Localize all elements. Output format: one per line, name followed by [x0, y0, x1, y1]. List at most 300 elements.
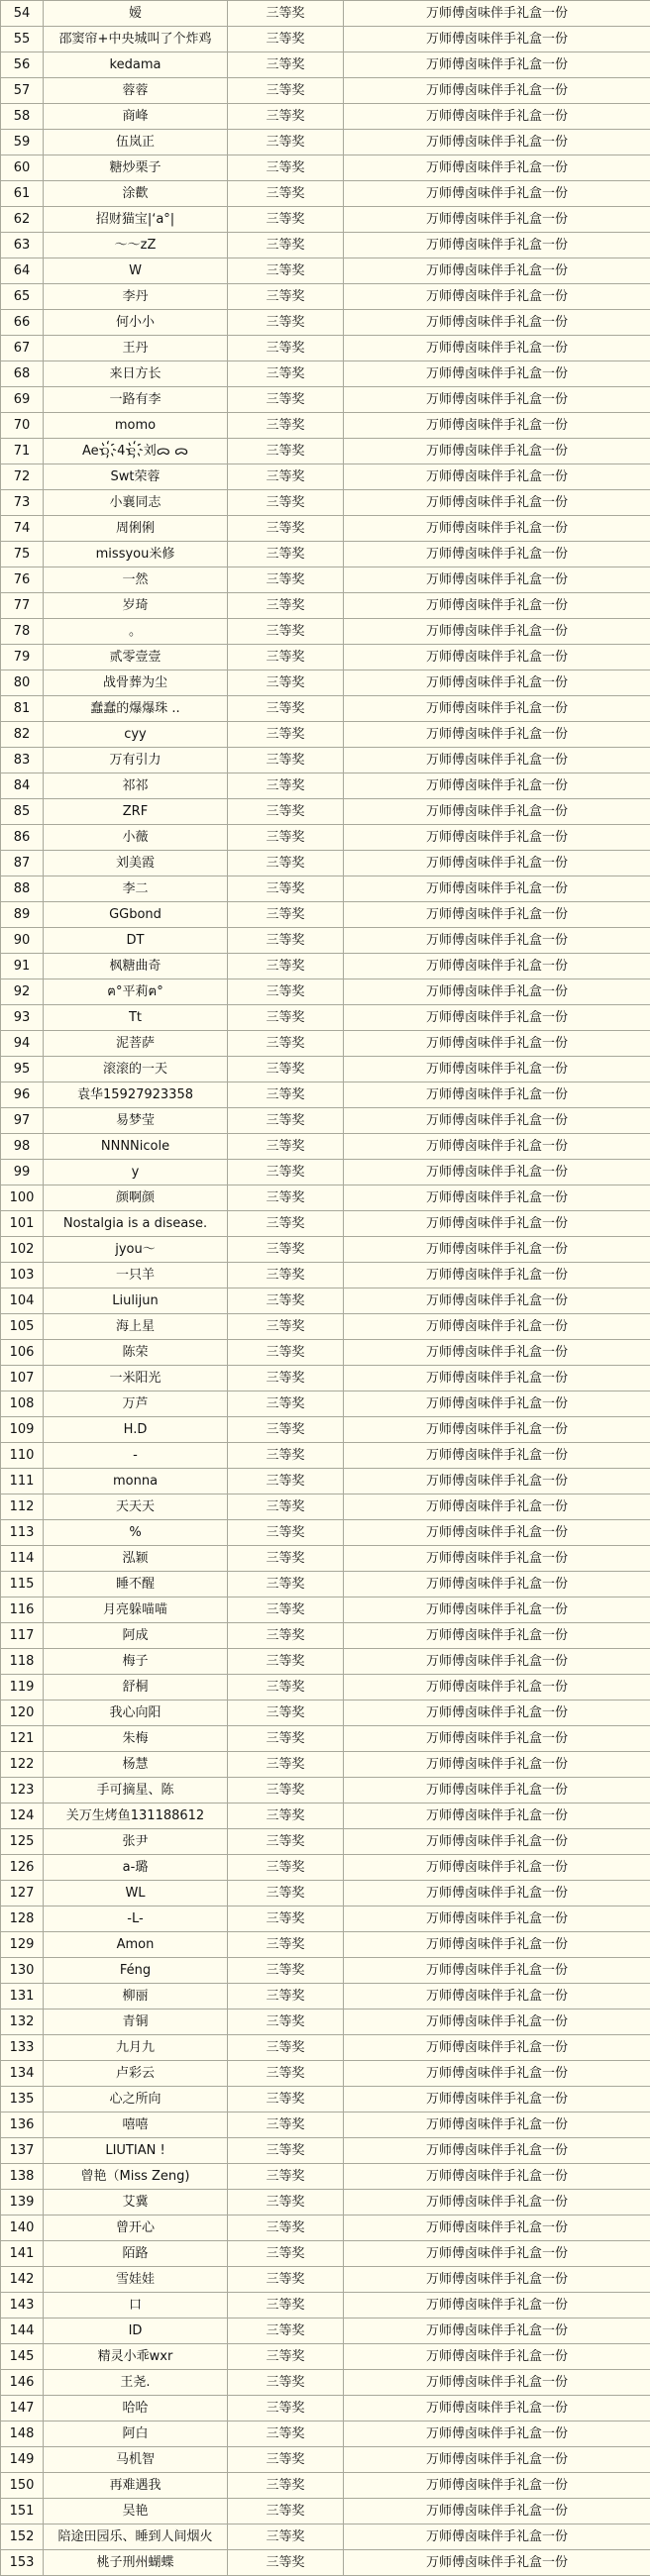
winner-name-cell[interactable]: monna — [44, 1469, 228, 1494]
winner-name-cell[interactable]: 柳丽 — [44, 1984, 228, 2009]
winner-name-cell[interactable]: 精灵小乖wxr — [44, 2344, 228, 2370]
winner-name-cell[interactable]: WL — [44, 1881, 228, 1906]
prize-gift-cell[interactable]: 万师傅卤味伴手礼盒一份 — [344, 1005, 650, 1031]
prize-gift-cell[interactable]: 万师傅卤味伴手礼盒一份 — [344, 78, 650, 104]
winner-name-cell[interactable]: 马机智 — [44, 2447, 228, 2473]
prize-level-cell[interactable]: 三等奖 — [228, 78, 344, 104]
prize-gift-cell[interactable]: 万师傅卤味伴手礼盒一份 — [344, 1391, 650, 1417]
prize-gift-cell[interactable]: 万师傅卤味伴手礼盒一份 — [344, 1778, 650, 1803]
row-number-cell[interactable]: 71 — [1, 439, 44, 464]
winner-name-cell[interactable]: 艾冀 — [44, 2190, 228, 2215]
row-number-cell[interactable]: 124 — [1, 1803, 44, 1829]
winner-name-cell[interactable]: 朱梅 — [44, 1726, 228, 1752]
row-number-cell[interactable]: 55 — [1, 27, 44, 52]
row-number-cell[interactable]: 114 — [1, 1546, 44, 1572]
prize-level-cell[interactable]: 三等奖 — [228, 1108, 344, 1134]
row-number-cell[interactable]: 150 — [1, 2473, 44, 2499]
prize-level-cell[interactable]: 三等奖 — [228, 876, 344, 902]
prize-level-cell[interactable]: 三等奖 — [228, 2447, 344, 2473]
row-number-cell[interactable]: 130 — [1, 1958, 44, 1984]
prize-level-cell[interactable]: 三等奖 — [228, 104, 344, 130]
prize-level-cell[interactable]: 三等奖 — [228, 1237, 344, 1263]
prize-level-cell[interactable]: 三等奖 — [228, 696, 344, 722]
row-number-cell[interactable]: 57 — [1, 78, 44, 104]
prize-gift-cell[interactable]: 万师傅卤味伴手礼盒一份 — [344, 1675, 650, 1700]
winner-name-cell[interactable]: 一路有李 — [44, 387, 228, 413]
prize-level-cell[interactable]: 三等奖 — [228, 2318, 344, 2344]
row-number-cell[interactable]: 60 — [1, 155, 44, 181]
row-number-cell[interactable]: 134 — [1, 2061, 44, 2087]
winner-name-cell[interactable]: ZRF — [44, 799, 228, 825]
winner-name-cell[interactable]: momo — [44, 413, 228, 439]
row-number-cell[interactable]: 126 — [1, 1855, 44, 1881]
prize-level-cell[interactable]: 三等奖 — [228, 1185, 344, 1211]
row-number-cell[interactable]: 133 — [1, 2035, 44, 2061]
row-number-cell[interactable]: 99 — [1, 1160, 44, 1185]
prize-gift-cell[interactable]: 万师傅卤味伴手礼盒一份 — [344, 2009, 650, 2035]
prize-gift-cell[interactable]: 万师傅卤味伴手礼盒一份 — [344, 1494, 650, 1520]
winner-name-cell[interactable]: 。 — [44, 619, 228, 645]
prize-gift-cell[interactable]: 万师傅卤味伴手礼盒一份 — [344, 1700, 650, 1726]
prize-level-cell[interactable]: 三等奖 — [228, 2061, 344, 2087]
prize-gift-cell[interactable]: 万师傅卤味伴手礼盒一份 — [344, 1752, 650, 1778]
winner-name-cell[interactable]: 雪娃娃 — [44, 2267, 228, 2293]
prize-level-cell[interactable]: 三等奖 — [228, 2473, 344, 2499]
winner-name-cell[interactable]: 糖炒栗子 — [44, 155, 228, 181]
winner-name-cell[interactable]: y — [44, 1160, 228, 1185]
row-number-cell[interactable]: 119 — [1, 1675, 44, 1700]
prize-level-cell[interactable]: 三等奖 — [228, 670, 344, 696]
row-number-cell[interactable]: 131 — [1, 1984, 44, 2009]
winner-name-cell[interactable]: 王尧. — [44, 2370, 228, 2396]
winner-name-cell[interactable]: 一然 — [44, 567, 228, 593]
winner-name-cell[interactable]: Swt荣蓉 — [44, 464, 228, 490]
prize-gift-cell[interactable]: 万师傅卤味伴手礼盒一份 — [344, 773, 650, 799]
winner-name-cell[interactable]: 再难遇我 — [44, 2473, 228, 2499]
prize-gift-cell[interactable]: 万师傅卤味伴手礼盒一份 — [344, 1958, 650, 1984]
row-number-cell[interactable]: 118 — [1, 1649, 44, 1675]
prize-gift-cell[interactable]: 万师傅卤味伴手礼盒一份 — [344, 155, 650, 181]
winner-name-cell[interactable]: 滚滚的一天 — [44, 1057, 228, 1082]
prize-level-cell[interactable]: 三等奖 — [228, 1932, 344, 1958]
winner-name-cell[interactable]: 哈哈 — [44, 2396, 228, 2421]
prize-level-cell[interactable]: 三等奖 — [228, 748, 344, 773]
prize-level-cell[interactable]: 三等奖 — [228, 1263, 344, 1288]
prize-level-cell[interactable]: 三等奖 — [228, 954, 344, 979]
winner-name-cell[interactable]: missyou米修 — [44, 542, 228, 567]
prize-gift-cell[interactable]: 万师傅卤味伴手礼盒一份 — [344, 2524, 650, 2550]
winner-name-cell[interactable]: 泓颖 — [44, 1546, 228, 1572]
winner-name-cell[interactable]: 卢彩云 — [44, 2061, 228, 2087]
prize-level-cell[interactable]: 三等奖 — [228, 2499, 344, 2524]
winner-name-cell[interactable]: 周俐俐 — [44, 516, 228, 542]
prize-gift-cell[interactable]: 万师傅卤味伴手礼盒一份 — [344, 1546, 650, 1572]
prize-gift-cell[interactable]: 万师傅卤味伴手礼盒一份 — [344, 2190, 650, 2215]
prize-gift-cell[interactable]: 万师傅卤味伴手礼盒一份 — [344, 181, 650, 207]
prize-level-cell[interactable]: 三等奖 — [228, 1469, 344, 1494]
winner-name-cell[interactable]: 邵窦帘+中央城叫了个炸鸡 — [44, 27, 228, 52]
row-number-cell[interactable]: 87 — [1, 851, 44, 876]
prize-level-cell[interactable]: 三等奖 — [228, 1984, 344, 2009]
prize-level-cell[interactable]: 三等奖 — [228, 1391, 344, 1417]
prize-level-cell[interactable]: 三等奖 — [228, 2370, 344, 2396]
prize-gift-cell[interactable]: 万师傅卤味伴手礼盒一份 — [344, 542, 650, 567]
row-number-cell[interactable]: 85 — [1, 799, 44, 825]
prize-level-cell[interactable]: 三等奖 — [228, 1572, 344, 1597]
prize-level-cell[interactable]: 三等奖 — [228, 593, 344, 619]
winner-name-cell[interactable]: 我心向阳 — [44, 1700, 228, 1726]
row-number-cell[interactable]: 109 — [1, 1417, 44, 1443]
prize-level-cell[interactable]: 三等奖 — [228, 773, 344, 799]
prize-gift-cell[interactable]: 万师傅卤味伴手礼盒一份 — [344, 130, 650, 155]
row-number-cell[interactable]: 127 — [1, 1881, 44, 1906]
row-number-cell[interactable]: 149 — [1, 2447, 44, 2473]
winner-name-cell[interactable]: GGbond — [44, 902, 228, 928]
winner-name-cell[interactable]: 心之所向 — [44, 2087, 228, 2112]
winner-name-cell[interactable]: 战骨葬为尘 — [44, 670, 228, 696]
row-number-cell[interactable]: 94 — [1, 1031, 44, 1057]
prize-gift-cell[interactable]: 万师傅卤味伴手礼盒一份 — [344, 1726, 650, 1752]
prize-level-cell[interactable]: 三等奖 — [228, 52, 344, 78]
winner-name-cell[interactable]: a-璐 — [44, 1855, 228, 1881]
row-number-cell[interactable]: 86 — [1, 825, 44, 851]
row-number-cell[interactable]: 123 — [1, 1778, 44, 1803]
winner-name-cell[interactable]: H.D — [44, 1417, 228, 1443]
row-number-cell[interactable]: 62 — [1, 207, 44, 233]
winner-name-cell[interactable]: 招财猫宝|ʻa°| — [44, 207, 228, 233]
prize-gift-cell[interactable]: 万师傅卤味伴手礼盒一份 — [344, 2061, 650, 2087]
prize-level-cell[interactable]: 三等奖 — [228, 516, 344, 542]
prize-gift-cell[interactable]: 万师傅卤味伴手礼盒一份 — [344, 1, 650, 27]
prize-gift-cell[interactable]: 万师傅卤味伴手礼盒一份 — [344, 748, 650, 773]
prize-level-cell[interactable]: 三等奖 — [228, 258, 344, 284]
prize-gift-cell[interactable]: 万师傅卤味伴手礼盒一份 — [344, 1263, 650, 1288]
prize-level-cell[interactable]: 三等奖 — [228, 1134, 344, 1160]
prize-level-cell[interactable]: 三等奖 — [228, 2241, 344, 2267]
prize-level-cell[interactable]: 三等奖 — [228, 567, 344, 593]
prize-level-cell[interactable]: 三等奖 — [228, 2087, 344, 2112]
row-number-cell[interactable]: 148 — [1, 2421, 44, 2447]
row-number-cell[interactable]: 128 — [1, 1906, 44, 1932]
prize-level-cell[interactable]: 三等奖 — [228, 130, 344, 155]
prize-gift-cell[interactable]: 万师傅卤味伴手礼盒一份 — [344, 1881, 650, 1906]
winner-name-cell[interactable]: 青铜 — [44, 2009, 228, 2035]
row-number-cell[interactable]: 143 — [1, 2293, 44, 2318]
row-number-cell[interactable]: 135 — [1, 2087, 44, 2112]
prize-gift-cell[interactable]: 万师傅卤味伴手礼盒一份 — [344, 464, 650, 490]
row-number-cell[interactable]: 64 — [1, 258, 44, 284]
row-number-cell[interactable]: 115 — [1, 1572, 44, 1597]
row-number-cell[interactable]: 65 — [1, 284, 44, 310]
prize-level-cell[interactable]: 三等奖 — [228, 1314, 344, 1340]
prize-level-cell[interactable]: 三等奖 — [228, 2550, 344, 2576]
row-number-cell[interactable]: 61 — [1, 181, 44, 207]
winner-name-cell[interactable]: 曾艳（Miss Zeng) — [44, 2164, 228, 2190]
row-number-cell[interactable]: 92 — [1, 979, 44, 1005]
prize-level-cell[interactable]: 三等奖 — [228, 619, 344, 645]
row-number-cell[interactable]: 66 — [1, 310, 44, 336]
prize-level-cell[interactable]: 三等奖 — [228, 1881, 344, 1906]
winner-name-cell[interactable]: 嘻嘻 — [44, 2112, 228, 2138]
row-number-cell[interactable]: 95 — [1, 1057, 44, 1082]
winner-name-cell[interactable]: 口 — [44, 2293, 228, 2318]
row-number-cell[interactable]: 91 — [1, 954, 44, 979]
winner-name-cell[interactable]: % — [44, 1520, 228, 1546]
winner-name-cell[interactable]: ID — [44, 2318, 228, 2344]
row-number-cell[interactable]: 107 — [1, 1366, 44, 1391]
prize-gift-cell[interactable]: 万师傅卤味伴手礼盒一份 — [344, 1160, 650, 1185]
prize-level-cell[interactable]: 三等奖 — [228, 1623, 344, 1649]
winner-name-cell[interactable]: 易梦莹 — [44, 1108, 228, 1134]
prize-gift-cell[interactable]: 万师傅卤味伴手礼盒一份 — [344, 2421, 650, 2447]
prize-level-cell[interactable]: 三等奖 — [228, 1546, 344, 1572]
prize-gift-cell[interactable]: 万师傅卤味伴手礼盒一份 — [344, 876, 650, 902]
winner-name-cell[interactable]: 一只羊 — [44, 1263, 228, 1288]
row-number-cell[interactable]: 89 — [1, 902, 44, 928]
row-number-cell[interactable]: 59 — [1, 130, 44, 155]
winner-name-cell[interactable]: 蠢蠢的爆爆珠 .. — [44, 696, 228, 722]
winner-name-cell[interactable]: ～～zZ — [44, 233, 228, 258]
row-number-cell[interactable]: 139 — [1, 2190, 44, 2215]
winner-name-cell[interactable]: 涂歡 — [44, 181, 228, 207]
winner-name-cell[interactable]: 海上星 — [44, 1314, 228, 1340]
prize-gift-cell[interactable]: 万师傅卤味伴手礼盒一份 — [344, 979, 650, 1005]
prize-gift-cell[interactable]: 万师傅卤味伴手礼盒一份 — [344, 2267, 650, 2293]
prize-level-cell[interactable]: 三等奖 — [228, 439, 344, 464]
row-number-cell[interactable]: 142 — [1, 2267, 44, 2293]
prize-level-cell[interactable]: 三等奖 — [228, 1675, 344, 1700]
row-number-cell[interactable]: 97 — [1, 1108, 44, 1134]
row-number-cell[interactable]: 144 — [1, 2318, 44, 2344]
row-number-cell[interactable]: 93 — [1, 1005, 44, 1031]
row-number-cell[interactable]: 145 — [1, 2344, 44, 2370]
row-number-cell[interactable]: 69 — [1, 387, 44, 413]
prize-level-cell[interactable]: 三等奖 — [228, 1494, 344, 1520]
winner-name-cell[interactable]: 贰零壹壹 — [44, 645, 228, 670]
row-number-cell[interactable]: 140 — [1, 2215, 44, 2241]
prize-gift-cell[interactable]: 万师傅卤味伴手礼盒一份 — [344, 1031, 650, 1057]
winner-name-cell[interactable]: 陪途田园乐、睡到人间烟火 — [44, 2524, 228, 2550]
prize-level-cell[interactable]: 三等奖 — [228, 2190, 344, 2215]
row-number-cell[interactable]: 68 — [1, 361, 44, 387]
row-number-cell[interactable]: 111 — [1, 1469, 44, 1494]
row-number-cell[interactable]: 125 — [1, 1829, 44, 1855]
row-number-cell[interactable]: 70 — [1, 413, 44, 439]
winner-name-cell[interactable]: 月亮躲喵喵 — [44, 1597, 228, 1623]
prize-gift-cell[interactable]: 万师傅卤味伴手礼盒一份 — [344, 1057, 650, 1082]
prize-level-cell[interactable]: 三等奖 — [228, 310, 344, 336]
prize-gift-cell[interactable]: 万师傅卤味伴手礼盒一份 — [344, 2215, 650, 2241]
winner-name-cell[interactable]: 张尹 — [44, 1829, 228, 1855]
winner-name-cell[interactable]: 来日方长 — [44, 361, 228, 387]
winner-name-cell[interactable]: 关万生烤鱼131188612 — [44, 1803, 228, 1829]
prize-level-cell[interactable]: 三等奖 — [228, 1778, 344, 1803]
prize-gift-cell[interactable]: 万师傅卤味伴手礼盒一份 — [344, 593, 650, 619]
prize-level-cell[interactable]: 三等奖 — [228, 207, 344, 233]
winner-name-cell[interactable]: Amon — [44, 1932, 228, 1958]
prize-level-cell[interactable]: 三等奖 — [228, 2164, 344, 2190]
winner-name-cell[interactable]: 万有引力 — [44, 748, 228, 773]
prize-gift-cell[interactable]: 万师傅卤味伴手礼盒一份 — [344, 1906, 650, 1932]
prize-level-cell[interactable]: 三等奖 — [228, 1906, 344, 1932]
winner-name-cell[interactable]: LIUTIAN ! — [44, 2138, 228, 2164]
prize-level-cell[interactable]: 三等奖 — [228, 1855, 344, 1881]
prize-gift-cell[interactable]: 万师傅卤味伴手礼盒一份 — [344, 1469, 650, 1494]
prize-gift-cell[interactable]: 万师傅卤味伴手礼盒一份 — [344, 1108, 650, 1134]
winner-name-cell[interactable]: -L- — [44, 1906, 228, 1932]
prize-level-cell[interactable]: 三等奖 — [228, 928, 344, 954]
row-number-cell[interactable]: 78 — [1, 619, 44, 645]
prize-level-cell[interactable]: 三等奖 — [228, 1340, 344, 1366]
winner-name-cell[interactable]: 商峰 — [44, 104, 228, 130]
winner-name-cell[interactable]: Féng — [44, 1958, 228, 1984]
row-number-cell[interactable]: 129 — [1, 1932, 44, 1958]
row-number-cell[interactable]: 75 — [1, 542, 44, 567]
prize-level-cell[interactable]: 三等奖 — [228, 1726, 344, 1752]
row-number-cell[interactable]: 54 — [1, 1, 44, 27]
prize-gift-cell[interactable]: 万师傅卤味伴手礼盒一份 — [344, 207, 650, 233]
prize-gift-cell[interactable]: 万师傅卤味伴手礼盒一份 — [344, 645, 650, 670]
winner-name-cell[interactable]: 蓉蓉 — [44, 78, 228, 104]
winner-name-cell[interactable]: Nostalgia is a disease. — [44, 1211, 228, 1237]
row-number-cell[interactable]: 58 — [1, 104, 44, 130]
winner-name-cell[interactable]: NNNNicole — [44, 1134, 228, 1160]
row-number-cell[interactable]: 121 — [1, 1726, 44, 1752]
prize-gift-cell[interactable]: 万师傅卤味伴手礼盒一份 — [344, 2138, 650, 2164]
row-number-cell[interactable]: 122 — [1, 1752, 44, 1778]
row-number-cell[interactable]: 113 — [1, 1520, 44, 1546]
row-number-cell[interactable]: 82 — [1, 722, 44, 748]
prize-gift-cell[interactable]: 万师傅卤味伴手礼盒一份 — [344, 2344, 650, 2370]
prize-gift-cell[interactable]: 万师傅卤味伴手礼盒一份 — [344, 1340, 650, 1366]
prize-level-cell[interactable]: 三等奖 — [228, 2138, 344, 2164]
prize-gift-cell[interactable]: 万师傅卤味伴手礼盒一份 — [344, 413, 650, 439]
prize-level-cell[interactable]: 三等奖 — [228, 233, 344, 258]
prize-level-cell[interactable]: 三等奖 — [228, 979, 344, 1005]
prize-gift-cell[interactable]: 万师傅卤味伴手礼盒一份 — [344, 233, 650, 258]
prize-level-cell[interactable]: 三等奖 — [228, 1211, 344, 1237]
winner-name-cell[interactable]: 岁琦 — [44, 593, 228, 619]
prize-level-cell[interactable]: 三等奖 — [228, 1958, 344, 1984]
row-number-cell[interactable]: 141 — [1, 2241, 44, 2267]
prize-gift-cell[interactable]: 万师傅卤味伴手礼盒一份 — [344, 2499, 650, 2524]
prize-gift-cell[interactable]: 万师傅卤味伴手礼盒一份 — [344, 1443, 650, 1469]
row-number-cell[interactable]: 116 — [1, 1597, 44, 1623]
row-number-cell[interactable]: 110 — [1, 1443, 44, 1469]
winner-name-cell[interactable]: 阿白 — [44, 2421, 228, 2447]
winner-name-cell[interactable]: 天天天 — [44, 1494, 228, 1520]
winner-name-cell[interactable]: Liulijun — [44, 1288, 228, 1314]
prize-level-cell[interactable]: 三等奖 — [228, 2421, 344, 2447]
row-number-cell[interactable]: 120 — [1, 1700, 44, 1726]
row-number-cell[interactable]: 80 — [1, 670, 44, 696]
prize-level-cell[interactable]: 三等奖 — [228, 1005, 344, 1031]
prize-level-cell[interactable]: 三等奖 — [228, 1649, 344, 1675]
winner-name-cell[interactable]: cyy — [44, 722, 228, 748]
row-number-cell[interactable]: 132 — [1, 2009, 44, 2035]
row-number-cell[interactable]: 153 — [1, 2550, 44, 2576]
prize-level-cell[interactable]: 三等奖 — [228, 2344, 344, 2370]
winner-name-cell[interactable]: 阿成 — [44, 1623, 228, 1649]
prize-gift-cell[interactable]: 万师傅卤味伴手礼盒一份 — [344, 1082, 650, 1108]
prize-level-cell[interactable]: 三等奖 — [228, 1160, 344, 1185]
winner-name-cell[interactable]: 万芦 — [44, 1391, 228, 1417]
winner-name-cell[interactable]: 陌路 — [44, 2241, 228, 2267]
prize-gift-cell[interactable]: 万师傅卤味伴手礼盒一份 — [344, 2164, 650, 2190]
prize-level-cell[interactable]: 三等奖 — [228, 181, 344, 207]
prize-level-cell[interactable]: 三等奖 — [228, 1417, 344, 1443]
prize-gift-cell[interactable]: 万师傅卤味伴手礼盒一份 — [344, 2035, 650, 2061]
row-number-cell[interactable]: 88 — [1, 876, 44, 902]
row-number-cell[interactable]: 136 — [1, 2112, 44, 2138]
row-number-cell[interactable]: 112 — [1, 1494, 44, 1520]
prize-level-cell[interactable]: 三等奖 — [228, 155, 344, 181]
prize-level-cell[interactable]: 三等奖 — [228, 1, 344, 27]
prize-gift-cell[interactable]: 万师傅卤味伴手礼盒一份 — [344, 516, 650, 542]
row-number-cell[interactable]: 83 — [1, 748, 44, 773]
prize-gift-cell[interactable]: 万师傅卤味伴手礼盒一份 — [344, 336, 650, 361]
prize-level-cell[interactable]: 三等奖 — [228, 2293, 344, 2318]
row-number-cell[interactable]: 102 — [1, 1237, 44, 1263]
prize-level-cell[interactable]: 三等奖 — [228, 542, 344, 567]
prize-gift-cell[interactable]: 万师傅卤味伴手礼盒一份 — [344, 2112, 650, 2138]
prize-gift-cell[interactable]: 万师傅卤味伴手礼盒一份 — [344, 2473, 650, 2499]
prize-gift-cell[interactable]: 万师傅卤味伴手礼盒一份 — [344, 1366, 650, 1391]
winner-name-cell[interactable]: 祁祁 — [44, 773, 228, 799]
prize-level-cell[interactable]: 三等奖 — [228, 2009, 344, 2035]
prize-gift-cell[interactable]: 万师傅卤味伴手礼盒一份 — [344, 1572, 650, 1597]
prize-gift-cell[interactable]: 万师傅卤味伴手礼盒一份 — [344, 27, 650, 52]
winner-name-cell[interactable]: 吴艳 — [44, 2499, 228, 2524]
prize-level-cell[interactable]: 三等奖 — [228, 413, 344, 439]
winner-name-cell[interactable]: 枫糖曲奇 — [44, 954, 228, 979]
winner-name-cell[interactable]: 何小小 — [44, 310, 228, 336]
prize-gift-cell[interactable]: 万师傅卤味伴手礼盒一份 — [344, 1417, 650, 1443]
prize-gift-cell[interactable]: 万师傅卤味伴手礼盒一份 — [344, 928, 650, 954]
prize-gift-cell[interactable]: 万师傅卤味伴手礼盒一份 — [344, 851, 650, 876]
winner-name-cell[interactable]: 曾开心 — [44, 2215, 228, 2241]
prize-level-cell[interactable]: 三等奖 — [228, 645, 344, 670]
row-number-cell[interactable]: 56 — [1, 52, 44, 78]
prize-gift-cell[interactable]: 万师傅卤味伴手礼盒一份 — [344, 722, 650, 748]
row-number-cell[interactable]: 76 — [1, 567, 44, 593]
prize-level-cell[interactable]: 三等奖 — [228, 1031, 344, 1057]
prize-level-cell[interactable]: 三等奖 — [228, 1520, 344, 1546]
row-number-cell[interactable]: 137 — [1, 2138, 44, 2164]
winner-name-cell[interactable]: Tt — [44, 1005, 228, 1031]
prize-gift-cell[interactable]: 万师傅卤味伴手礼盒一份 — [344, 2396, 650, 2421]
prize-level-cell[interactable]: 三等奖 — [228, 1700, 344, 1726]
prize-gift-cell[interactable]: 万师傅卤味伴手礼盒一份 — [344, 954, 650, 979]
prize-level-cell[interactable]: 三等奖 — [228, 464, 344, 490]
winner-name-cell[interactable]: 九月九 — [44, 2035, 228, 2061]
row-number-cell[interactable]: 147 — [1, 2396, 44, 2421]
prize-level-cell[interactable]: 三等奖 — [228, 2215, 344, 2241]
row-number-cell[interactable]: 67 — [1, 336, 44, 361]
prize-gift-cell[interactable]: 万师傅卤味伴手礼盒一份 — [344, 1803, 650, 1829]
row-number-cell[interactable]: 152 — [1, 2524, 44, 2550]
winner-name-cell[interactable]: 梅子 — [44, 1649, 228, 1675]
prize-level-cell[interactable]: 三等奖 — [228, 284, 344, 310]
winner-name-cell[interactable]: 李二 — [44, 876, 228, 902]
prize-gift-cell[interactable]: 万师傅卤味伴手礼盒一份 — [344, 1314, 650, 1340]
prize-gift-cell[interactable]: 万师傅卤味伴手礼盒一份 — [344, 387, 650, 413]
prize-level-cell[interactable]: 三等奖 — [228, 825, 344, 851]
row-number-cell[interactable]: 100 — [1, 1185, 44, 1211]
prize-level-cell[interactable]: 三等奖 — [228, 361, 344, 387]
prize-gift-cell[interactable]: 万师傅卤味伴手礼盒一份 — [344, 2241, 650, 2267]
prize-gift-cell[interactable]: 万师傅卤味伴手礼盒一份 — [344, 1288, 650, 1314]
